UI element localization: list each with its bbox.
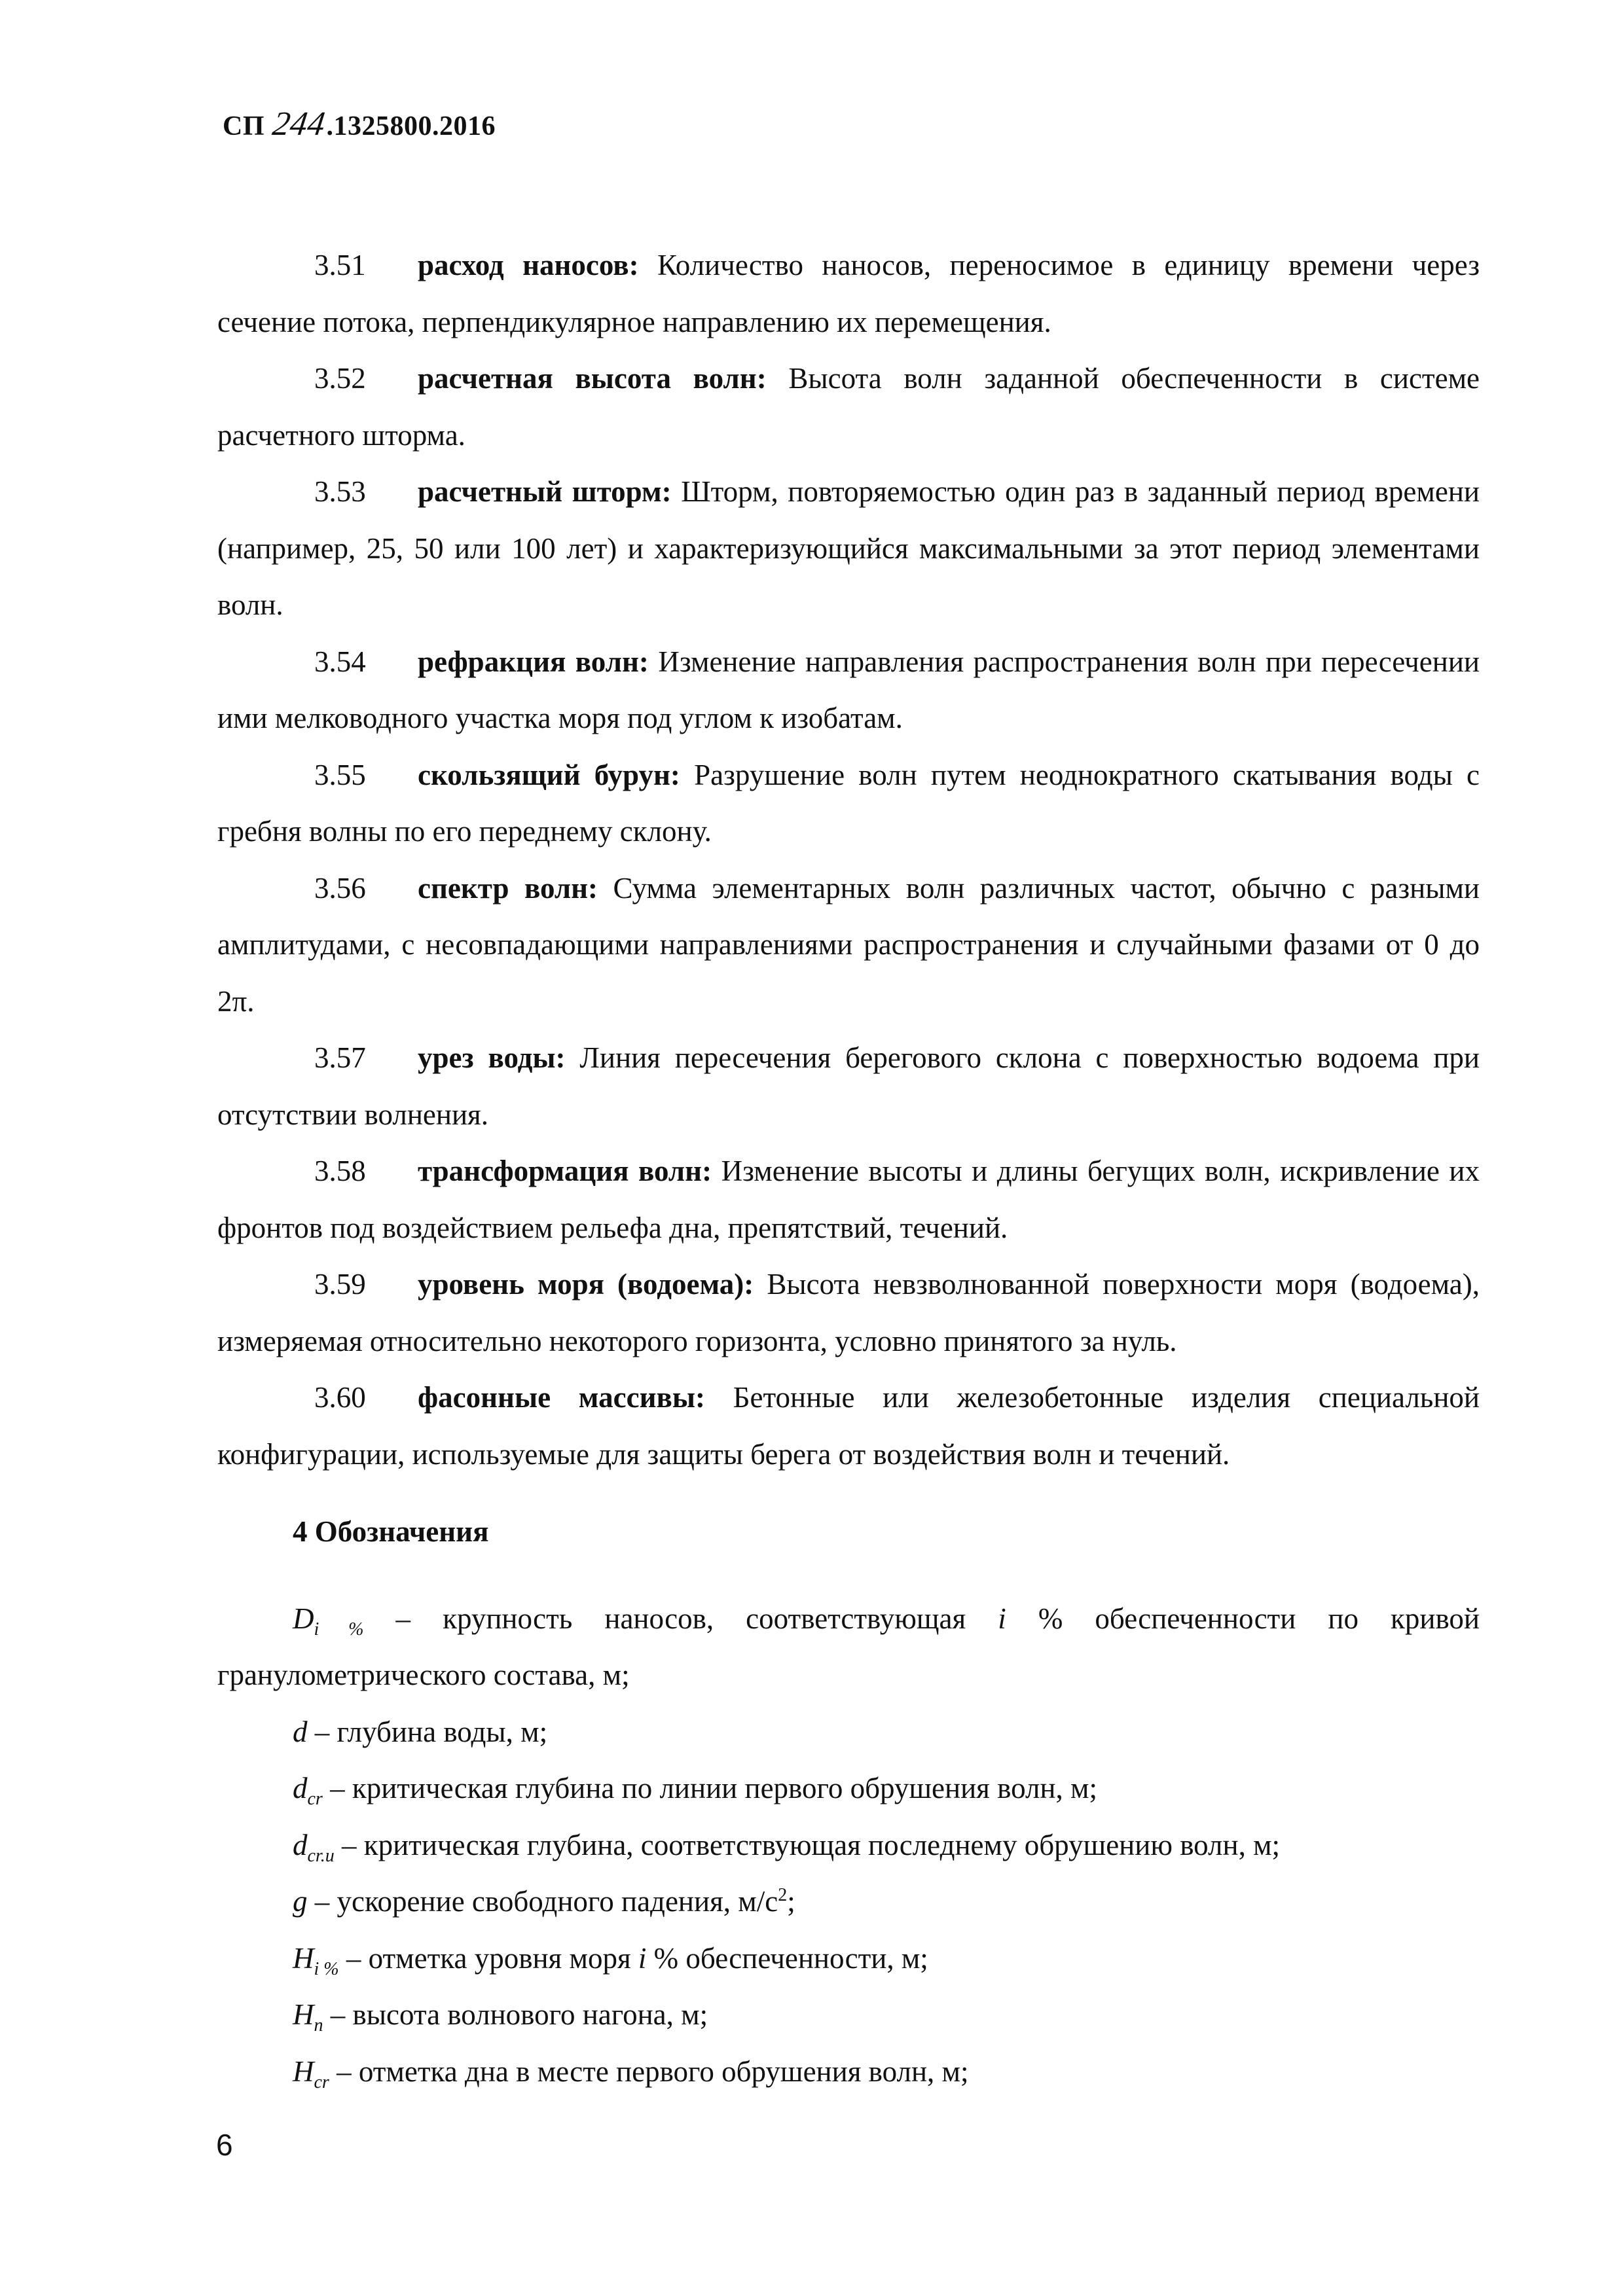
term-definition: Линия пересечения берегового склона с поверхностью водоема при отсутствии волнения. <box>217 1041 1480 1131</box>
term-number: 3.52 <box>314 362 366 395</box>
symbol-subscript: i % <box>314 1619 364 1640</box>
term-number: 3.57 <box>314 1041 366 1074</box>
symbol: D <box>293 1602 314 1635</box>
term-definition: Сумма элементарных волн различных частот, обычно с разными амплитудами, с несовпадающими направлениями распространения и случайными фазами от 0 до 2π. <box>217 871 1480 1018</box>
symbol-description: – отметка дна в месте первого обрушения волн, м; <box>329 2054 969 2088</box>
terms-list <box>217 237 1480 1482</box>
symbol: d <box>293 1772 308 1804</box>
term-entry <box>217 350 1480 463</box>
term-definition: Шторм, повторяемостью один раз в заданный период времени (например, 25, 50 или 100 лет) и характеризующийся максимальными за этот период элементами волн. <box>217 475 1480 621</box>
term-name: расчетная высота волн: <box>418 362 767 395</box>
term-definition: Количество наносов, переносимое в единицу времени через сечение потока, перпендикулярное направлению их перемещения. <box>217 249 1480 338</box>
symbol-entry <box>217 1873 1480 1930</box>
symbol: d <box>293 1828 308 1861</box>
section-title: 4 Обозначения <box>293 1515 489 1548</box>
symbol-description: – глубина воды, м; <box>307 1715 548 1748</box>
term-definition: Высота волн заданной обеспеченности в системе расчетного шторма. <box>217 362 1480 452</box>
symbol: H <box>293 1998 314 2031</box>
term-entry <box>217 860 1480 1030</box>
term-entry <box>217 1143 1480 1256</box>
symbol-subscript: cr <box>307 1789 323 1809</box>
symbol-entry <box>217 2043 1480 2100</box>
symbol-entry <box>217 1986 1480 2043</box>
symbol-entry <box>217 1704 1480 1761</box>
term-name: расчетный шторм: <box>418 475 672 508</box>
term-definition: Бетонные или железобетонные изделия специальной конфигурации, используемые для защиты берега от воздействия волн и течений. <box>217 1381 1480 1471</box>
term-name: спектр волн: <box>418 871 598 905</box>
term-name: фасонные массивы: <box>418 1381 705 1414</box>
term-number: 3.53 <box>314 475 366 508</box>
term-definition: Изменение высоты и длины бегущих волн, искривление их фронтов под воздействием рельефа дна, препятствий, течений. <box>217 1155 1480 1244</box>
term-entry <box>217 747 1480 860</box>
symbol-subscript: n <box>314 2015 323 2036</box>
term-name: уровень моря (водоема): <box>418 1268 754 1300</box>
term-number: 3.54 <box>314 645 366 678</box>
symbol-entry <box>217 1590 1480 1704</box>
symbol-subscript: cr.u <box>307 1845 335 1866</box>
symbol-description: – отметка уровня моря i % обеспеченности, м; <box>338 1941 928 1975</box>
symbol-entry <box>217 1930 1480 1987</box>
header-prefix: СП <box>223 111 272 141</box>
symbol: H <box>293 1941 314 1975</box>
term-definition: Высота невзволнованной поверхности моря (водоема), измеряемая относительно некоторого горизонта, условно принятого за нуль. <box>217 1268 1480 1357</box>
symbol: H <box>293 2054 314 2088</box>
symbol-description: – критическая глубина по линии первого обрушения волн, м; <box>322 1772 1097 1804</box>
term-entry <box>217 463 1480 634</box>
symbol: d <box>293 1715 308 1748</box>
symbols-list <box>217 1590 1480 2100</box>
term-number: 3.51 <box>314 249 366 281</box>
term-definition: Изменение направления распространения волн при пересечении ими мелководного участка моря под углом к изобатам. <box>217 645 1480 734</box>
symbol-entry <box>217 1760 1480 1817</box>
term-entry <box>217 1030 1480 1143</box>
symbol-entry <box>217 1817 1480 1874</box>
document-header <box>223 105 496 143</box>
header-suffix: .1325800.2016 <box>326 111 496 141</box>
term-entry <box>217 1256 1480 1369</box>
term-name: рефракция волн: <box>418 645 649 678</box>
handwritten-number: 244 <box>270 105 328 143</box>
term-name: расход наносов: <box>418 249 639 281</box>
term-name: трансформация волн: <box>418 1155 712 1187</box>
symbol-subscript: i % <box>314 1958 339 1979</box>
symbol-description: – критическая глубина, соответствующая последнему обрушению волн, м; <box>334 1828 1281 1861</box>
term-name: урез воды: <box>418 1041 566 1074</box>
term-entry <box>217 634 1480 747</box>
symbol-description: – высота волнового нагона, м; <box>323 1998 708 2031</box>
term-number: 3.55 <box>314 758 366 791</box>
term-entry <box>217 1369 1480 1482</box>
symbol-subscript: cr <box>314 2072 329 2092</box>
term-number: 3.59 <box>314 1268 366 1300</box>
term-number: 3.60 <box>314 1381 366 1414</box>
term-name: скользящий бурун: <box>418 758 680 791</box>
symbol-description: – крупность наносов, соответствующая i % обеспеченности по кривой гранулометрического состава, м; <box>217 1602 1480 1691</box>
page-content <box>217 237 1480 2100</box>
symbol: g <box>293 1885 308 1918</box>
page-number: 6 <box>216 2128 233 2162</box>
term-definition: Разрушение волн путем неоднократного скатывания воды с гребня волны по его переднему склону. <box>217 758 1480 848</box>
term-number: 3.56 <box>314 871 366 905</box>
term-entry <box>217 237 1480 350</box>
symbol-description: – ускорение свободного падения, $м/с^2$; <box>307 1885 795 1918</box>
term-number: 3.58 <box>314 1155 366 1187</box>
